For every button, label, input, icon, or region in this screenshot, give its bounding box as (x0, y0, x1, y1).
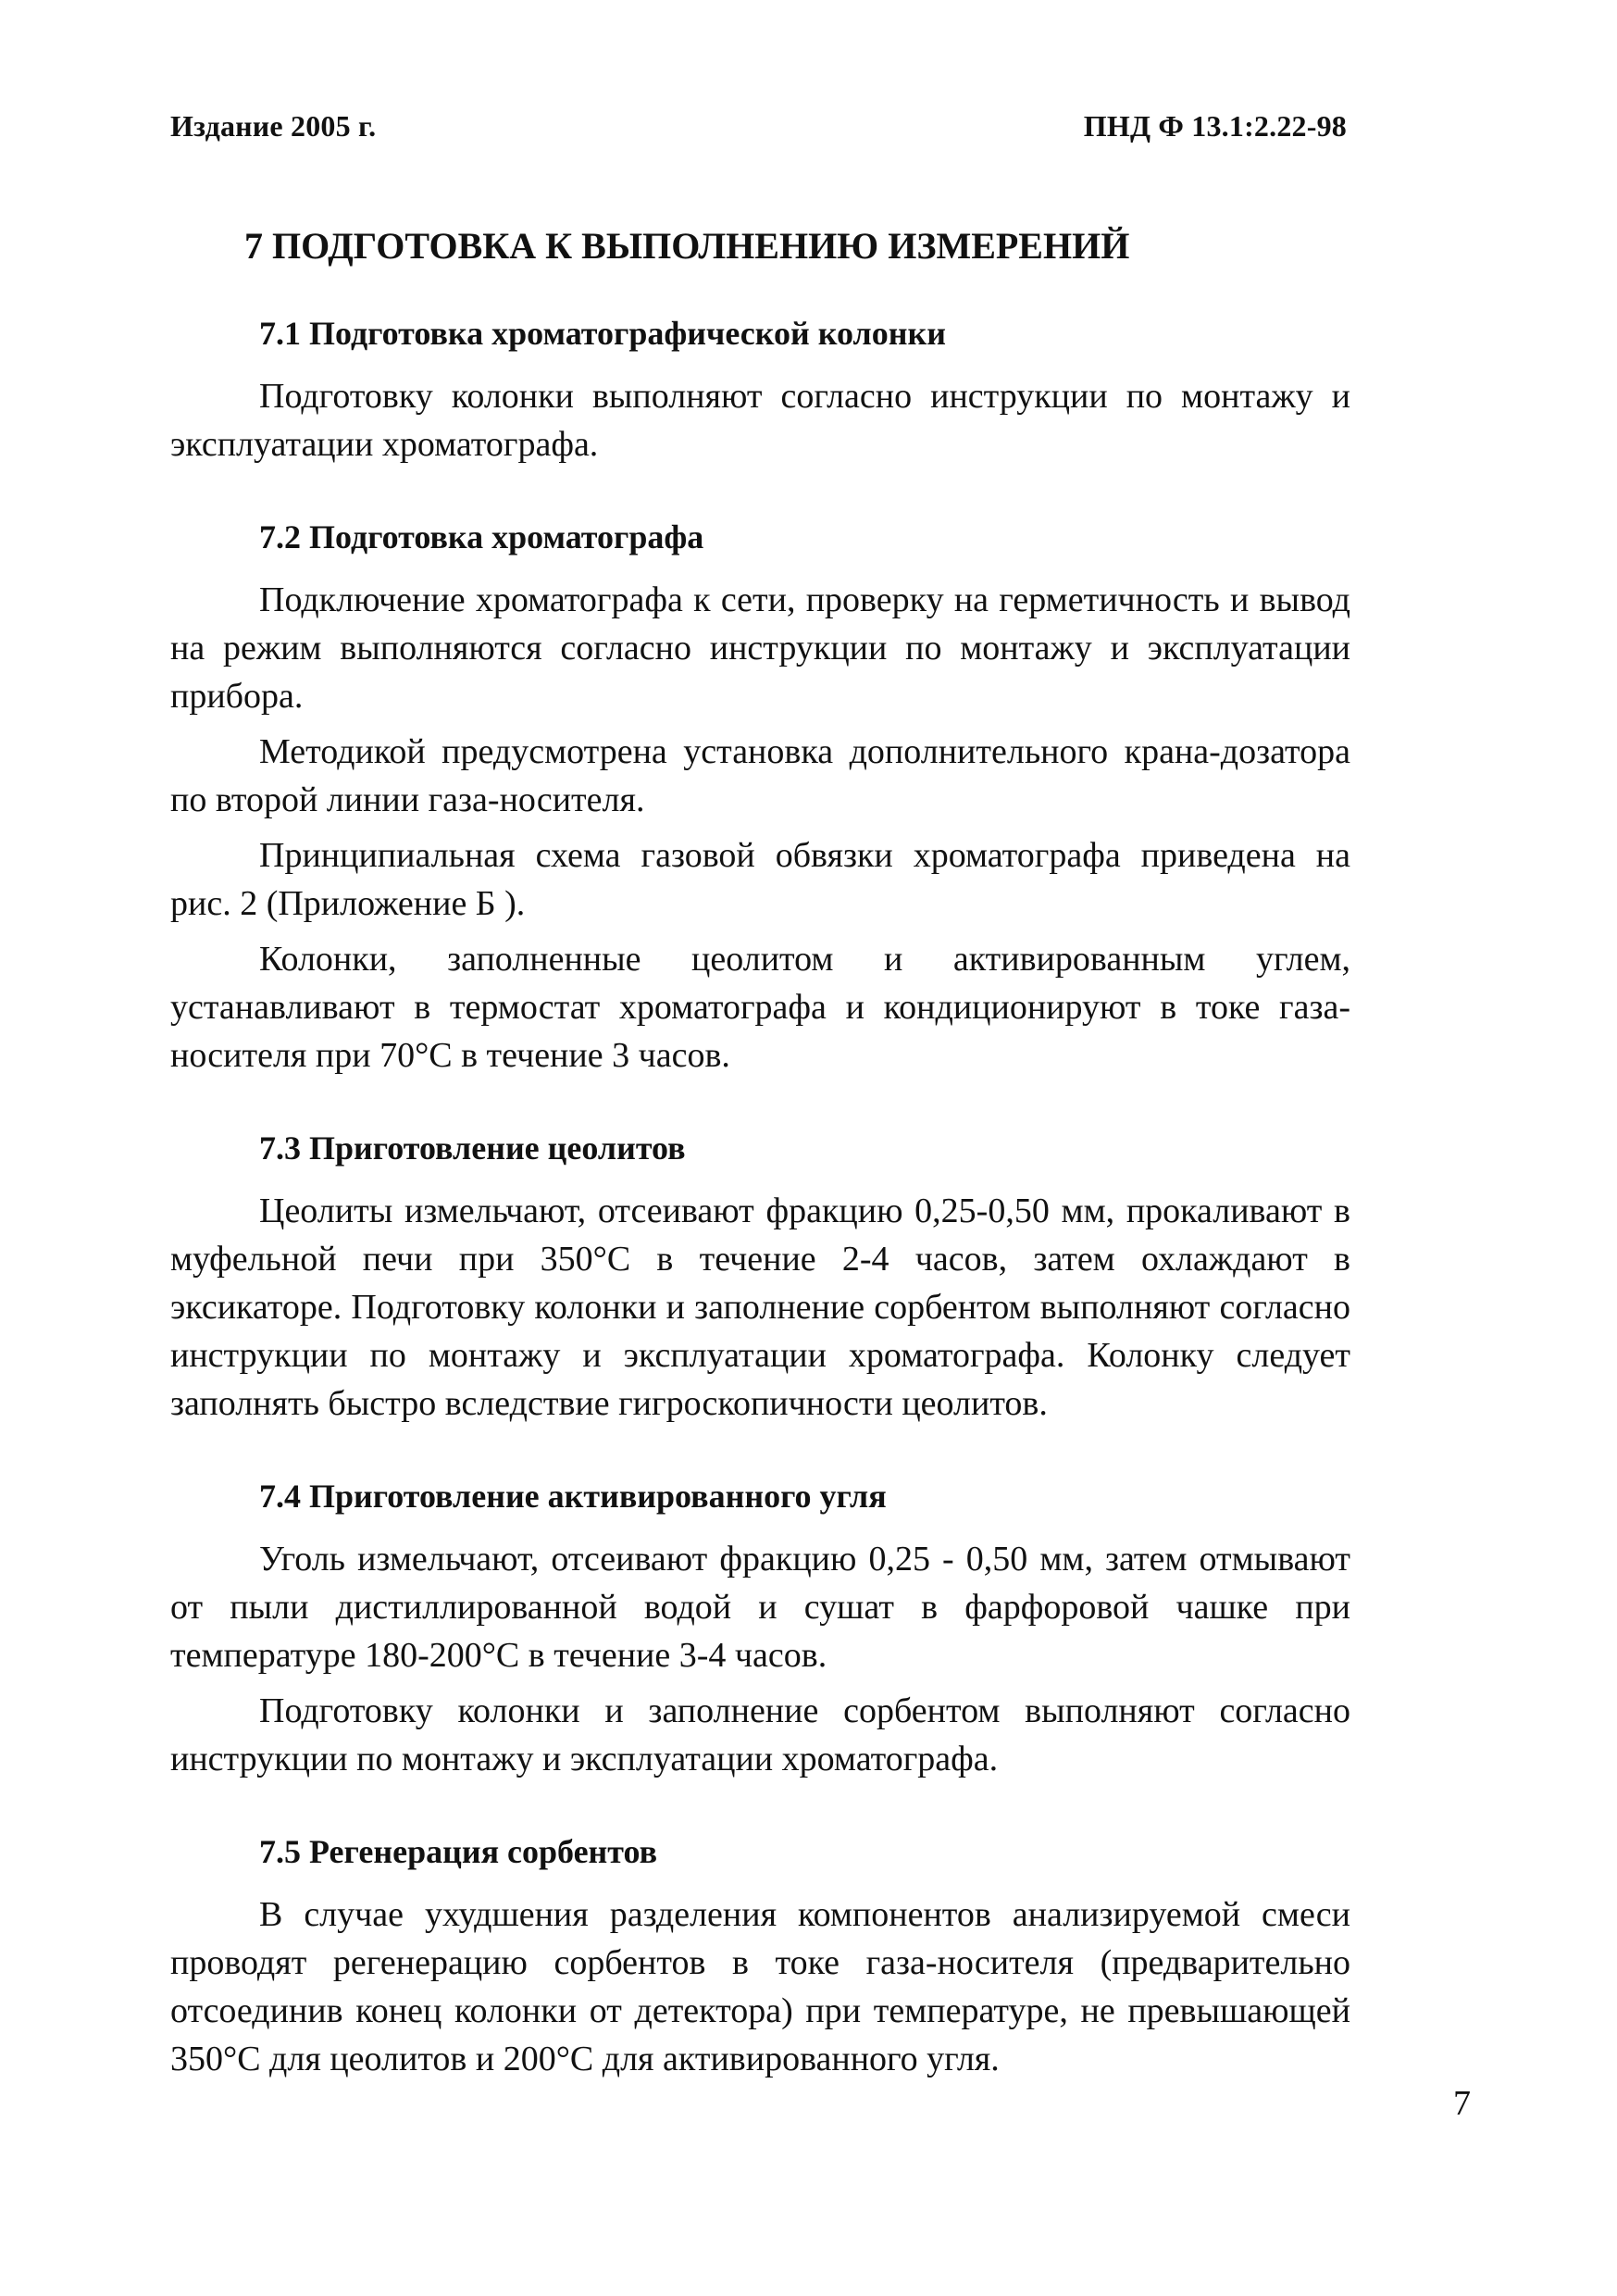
edition-label: Издание 2005 г. (170, 109, 377, 143)
section-7-2 (170, 515, 1350, 1079)
paragraph: В случае ухудшения разделения компонентов анализируемой смеси проводят регенерацию сорбентов в токе газа-носителя (предварительно отсоединив конец колонки от детектора) при температуре, не превышающей 350°С для цеолитов и 200°С для активированного угля. (170, 1895, 1350, 2078)
section-7-3 (170, 1126, 1350, 1428)
paragraph: Колонки, заполненные цеолитом и активированным углем, устанавливают в термостат хроматографа и кондиционируют в токе газа-носителя при 70°С в течение 3 часов. (170, 940, 1350, 1075)
paragraph: Подготовку колонки выполняют согласно инструкции по монтажу и эксплуатации хроматографа. (170, 377, 1350, 464)
paragraph: Методикой предусмотрена установка дополнительного крана-дозатора по второй линии газа-носителя. (170, 732, 1350, 819)
section-title: 7.3 Приготовление цеолитов (259, 1129, 686, 1167)
page-content (170, 222, 1350, 2090)
paragraph: Подготовку колонки и заполнение сорбентом выполняют согласно инструкции по монтажу и эксплуатации хроматографа. (170, 1691, 1350, 1778)
section-7-1 (170, 311, 1350, 468)
section-7-5 (170, 1829, 1350, 2083)
section-title: 7.2 Подготовка хроматографа (259, 518, 704, 555)
paragraph: Принципиальная схема газовой обвязки хроматографа приведена на рис. 2 (Приложение Б ). (170, 836, 1350, 923)
section-7-4 (170, 1474, 1350, 1783)
paragraph: Цеолиты измельчают, отсеивают фракцию 0,25-0,50 мм, прокаливают в муфельной печи при 350°С в течение 2-4 часов, затем охлаждают в эксикаторе. Подготовку колонки и заполнение сорбентом выполняют согласно инструкции по монтажу и эксплуатации хроматографа. Колонку следует заполнять быстро вследствие гигроскопичности цеолитов. (170, 1192, 1350, 1423)
chapter-title: 7 ПОДГОТОВКА К ВЫПОЛНЕНИЮ ИЗМЕРЕНИЙ (244, 225, 1130, 267)
section-title: 7.4 Приготовление активированного угля (259, 1478, 887, 1515)
document-code: ПНД Ф 13.1:2.22-98 (1083, 109, 1347, 143)
section-title: 7.1 Подготовка хроматографической колонки (259, 315, 946, 352)
section-title: 7.5 Регенерация сорбентов (259, 1833, 658, 1870)
paragraph: Уголь измельчают, отсеивают фракцию 0,25 - 0,50 мм, затем отмывают от пыли дистиллированной водой и сушат в фарфоровой чашке при температуре 180-200°С в течение 3-4 часов. (170, 1540, 1350, 1675)
paragraph: Подключение хроматографа к сети, проверку на герметичность и вывод на режим выполняются согласно инструкции по монтажу и эксплуатации прибора. (170, 580, 1350, 716)
page-number: 7 (1453, 2084, 1471, 2123)
